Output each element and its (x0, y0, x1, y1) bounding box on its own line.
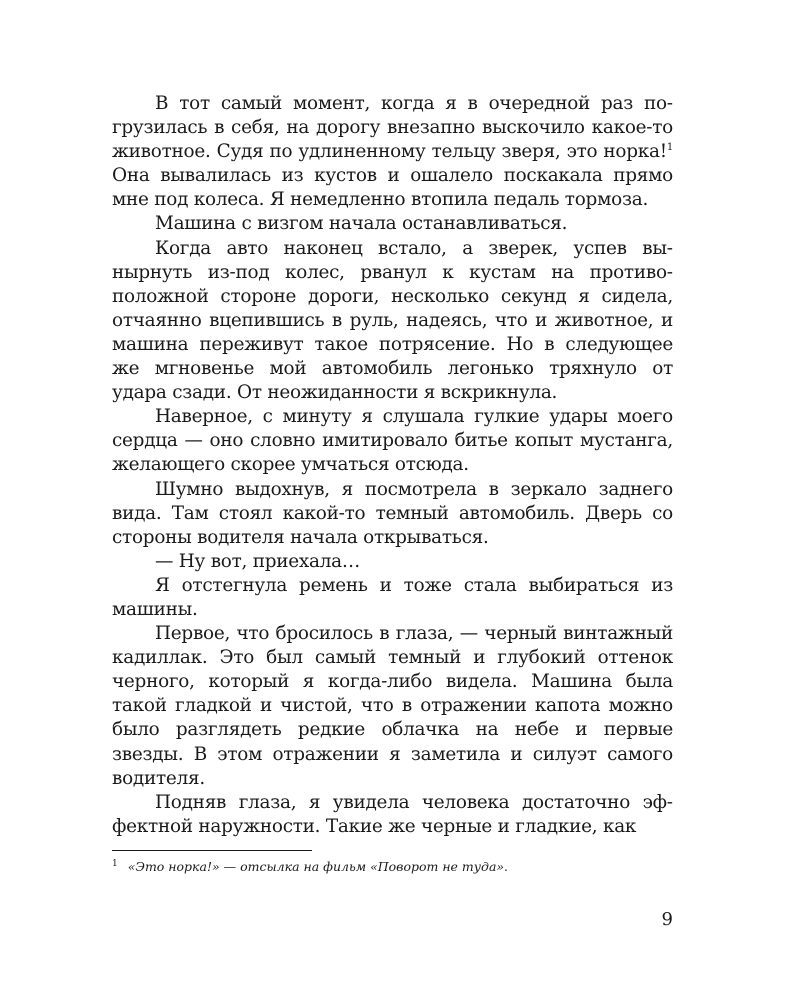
footnote-reference[interactable]: 1 (666, 142, 673, 154)
paragraph: Машина с визгом начала останавливаться. (155, 213, 568, 235)
body-text (112, 92, 673, 839)
paragraph: Когда авто наконец встало, а зверек, успев вынырнуть из-под колес, рванул к кустам на противоположной стороне дороги, несколько секунд я сидела, отчаянно вцепившись в руль, надеясь, что и животное, и машина переживут такое потрясение. Но в следующее же мгновенье мой автомобиль легонько тряхнуло от удара сзади. От неожиданности я вскрикнула. (112, 237, 673, 404)
paragraph: Первое, что бросилось в глаза, — черный винтажный кадиллак. Это был самый темный и глубокий оттенок черного, который я когда-либо видела. Машина была такой гладкой и чистой, что в отражении капота можно было разглядеть редкие облачка на небе и первые звезды. В этом отражении я заметила и силуэт самого водителя. (112, 623, 673, 789)
page-number: 9 (661, 909, 673, 930)
footnote (112, 858, 673, 876)
footnote-text: «Это норка!» — отсылка на фильм «Поворот не туда». (127, 859, 509, 874)
paragraph: Я отстегнула ремень и тоже стала выбираться из машины. (112, 574, 673, 620)
paragraph: Подняв глаза, я увидела человека достаточно эффектной наружности. Такие же черные и гладкие, как (112, 791, 673, 837)
footnote-divider (112, 850, 312, 851)
paragraph: Шумно выдохнув, я посмотрела в зеркало заднего вида. Там стоял какой-то темный автомобиль. Дверь со стороны водителя начала открываться. (112, 478, 673, 548)
paragraph-text: В тот самый момент, когда я в очередной раз погрузилась в себя, на дорогу внезапно выскочило какое-то животное. Судя по удлиненному тельцу зверя, это норка! (112, 93, 673, 163)
paragraph: Наверное, с минуту я слушала гулкие удары моего сердца — оно словно имитировало битье копыт мустанга, желающего скорее умчаться отсюда. (112, 406, 673, 476)
paragraph (112, 92, 673, 212)
footnote-mark: 1 (112, 858, 118, 869)
paragraph-text: Она вывалилась из кустов и ошалело поскакала прямо мне под колеса. Я немедленно втопила педаль тормоза. (112, 165, 673, 211)
dialogue-line: — Ну вот, приехала… (155, 550, 361, 572)
